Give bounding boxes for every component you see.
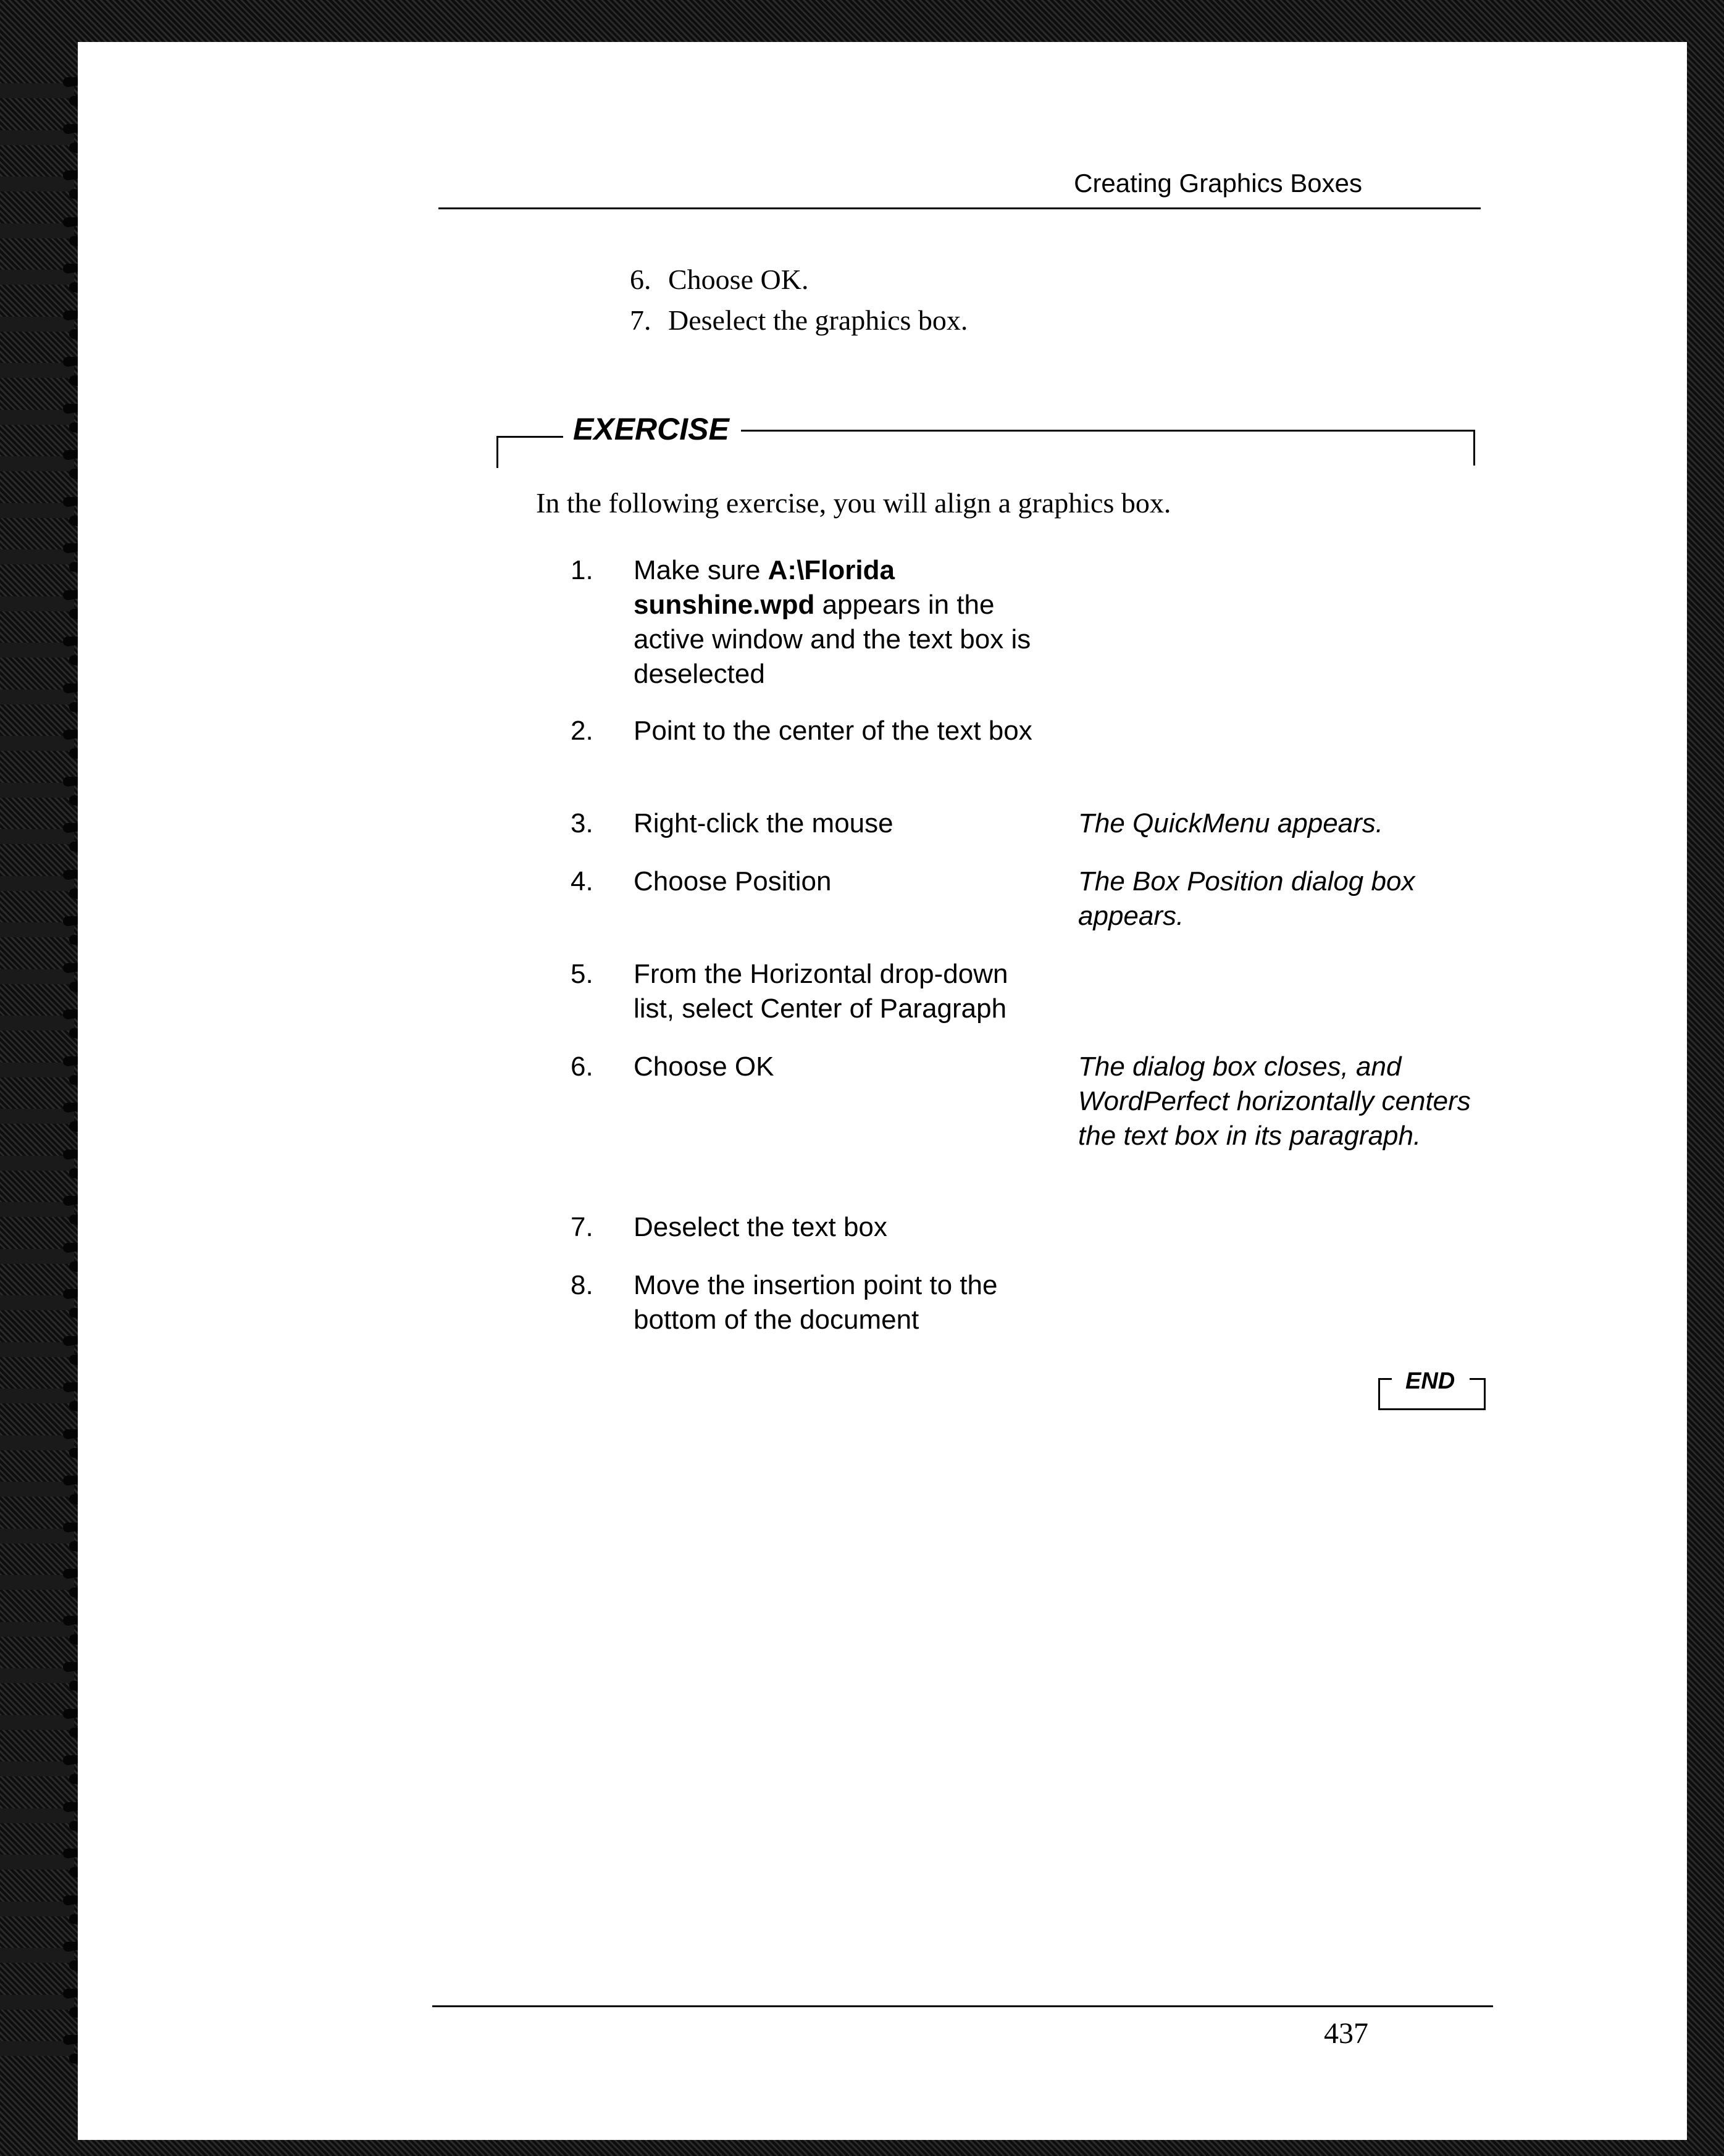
step-number: 7. [630, 304, 651, 336]
step-number: 1. [571, 555, 593, 585]
exercise-frame-top-right [741, 430, 1475, 432]
end-label: END [1405, 1368, 1455, 1394]
step-number: 3. [571, 808, 593, 838]
step-action: Choose OK [634, 1051, 774, 1082]
book-page [78, 42, 1687, 2140]
step-result: The QuickMenu appears. [1078, 808, 1384, 838]
exercise-intro: In the following exercise, you will align a graphics box. [536, 487, 1171, 519]
file-name: A:\Florida sunshine.wpd [634, 555, 895, 620]
step-number: 7. [571, 1212, 593, 1242]
previous-step [630, 304, 968, 336]
step-action: Right-click the mouse [634, 808, 893, 838]
step-number: 2. [571, 716, 593, 746]
exercise-frame-left [496, 436, 498, 468]
step-action: Make sure A:\Florida sunshine.wpd appears in the active window and the text box is deselected [634, 555, 1031, 689]
page-number: 437 [1324, 2017, 1368, 2050]
exercise-frame-right [1473, 430, 1475, 466]
step-text: Choose OK. [668, 264, 809, 295]
step-action: Deselect the text box [634, 1212, 887, 1242]
step-action: Point to the center of the text box [634, 716, 1032, 746]
step-action: Choose Position [634, 866, 832, 896]
step-result: The Box Position dialog box appears. [1078, 866, 1415, 931]
step-action: Move the insertion point to the bottom of the document [634, 1270, 998, 1335]
step-number: 4. [571, 866, 593, 896]
previous-step [630, 263, 808, 296]
step-number: 8. [571, 1270, 593, 1300]
step-text: Deselect the graphics box. [668, 304, 968, 336]
end-marker [1378, 1368, 1486, 1410]
step-result: The dialog box closes, and WordPerfect horizontally centers the text box in its paragraph. [1078, 1051, 1471, 1151]
step-number: 6. [630, 264, 651, 295]
header-rule [438, 207, 1481, 209]
exercise-title: EXERCISE [573, 412, 729, 446]
running-head: Creating Graphics Boxes [1074, 169, 1362, 198]
step-number: 6. [571, 1051, 593, 1082]
step-number: 5. [571, 959, 593, 989]
footer-rule [432, 2005, 1493, 2007]
step-action: From the Horizontal drop-down list, select Center of Paragraph [634, 959, 1008, 1024]
exercise-frame-top-left [496, 436, 563, 438]
